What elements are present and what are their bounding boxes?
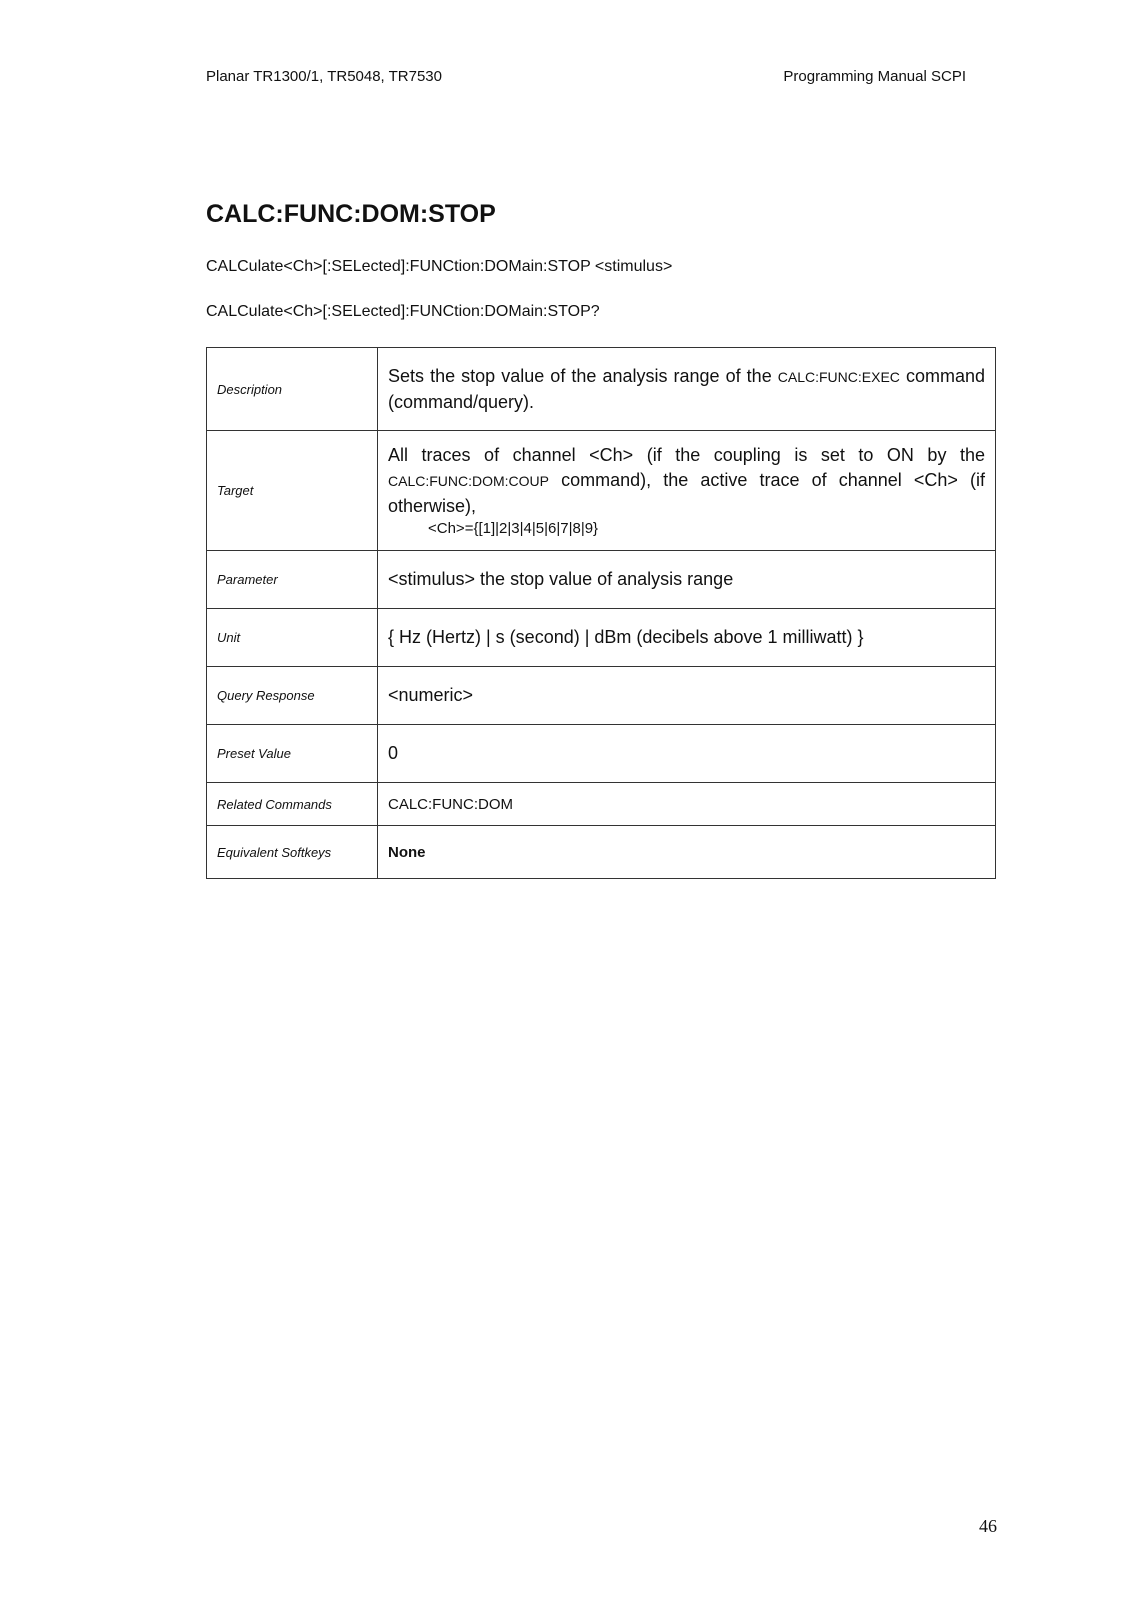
target-value (378, 431, 996, 551)
target-code: CALC:FUNC:DOM:COUP (388, 472, 550, 489)
description-code: CALC:FUNC:EXEC (777, 368, 900, 385)
page-number: 46 (979, 1516, 997, 1536)
table-row-parameter (207, 551, 996, 609)
command-title: CALC:FUNC:DOM:STOP (206, 200, 496, 228)
unit-value: { Hz (Hertz) | s (second) | dBm (decibels above 1 milliwatt) } (378, 609, 996, 667)
table-row-query-response (207, 667, 996, 725)
description-text-1: Sets the stop value of the analysis range of the (388, 365, 778, 386)
related-commands-value: CALC:FUNC:DOM (378, 783, 996, 826)
description-value (378, 348, 996, 431)
target-label: Target (207, 431, 378, 551)
target-text-1: All traces of channel <Ch> (if the coupling is set to ON by the (388, 444, 985, 465)
query-response-label: Query Response (207, 667, 378, 725)
header-product: Planar TR1300/1, TR5048, TR7530 (206, 68, 442, 85)
description-label: Description (207, 348, 378, 431)
channel-range: <Ch>={[1]|2|3|4|5|6|7|8|9} (428, 519, 599, 537)
target-text-2: command), the active trace of channel <Ch> (if otherwise), (388, 469, 985, 516)
description-text-2: command (command/query). (388, 365, 985, 412)
parameter-label: Parameter (207, 551, 378, 609)
equivalent-softkeys-label: Equivalent Softkeys (207, 826, 378, 879)
parameter-table (206, 347, 996, 879)
header-manual-title: Programming Manual SCPI (783, 68, 966, 85)
table-row-preset-value (207, 725, 996, 783)
table-row-equivalent-softkeys (207, 826, 996, 879)
query-syntax: CALCulate<Ch>[:SELected]:FUNCtion:DOMain:STOP? (206, 303, 600, 320)
table-row-description (207, 348, 996, 431)
equivalent-softkeys-value: None (378, 826, 996, 879)
query-response-value: <numeric> (378, 667, 996, 725)
table-row-target (207, 431, 996, 551)
preset-value-value: 0 (378, 725, 996, 783)
unit-label: Unit (207, 609, 378, 667)
table-row-related-commands (207, 783, 996, 826)
command-syntax: CALCulate<Ch>[:SELected]:FUNCtion:DOMain:STOP <stimulus> (206, 258, 673, 275)
table-row-unit (207, 609, 996, 667)
related-commands-label: Related Commands (207, 783, 378, 826)
parameter-value: <stimulus> the stop value of analysis range (378, 551, 996, 609)
preset-value-label: Preset Value (207, 725, 378, 783)
